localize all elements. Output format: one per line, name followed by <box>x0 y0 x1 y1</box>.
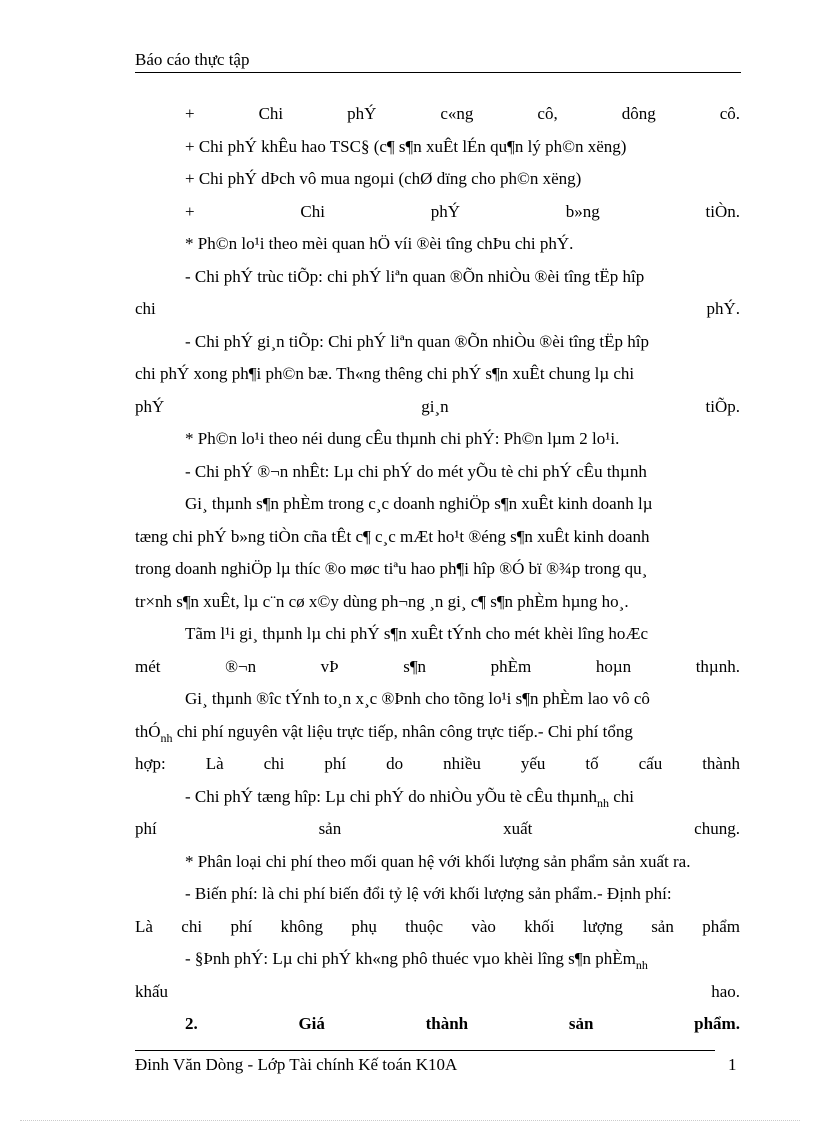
line-text: Gi¸ thµnh s¶n phÈm trong c¸c doanh nghiÖp s¶n xuÊt kinh doanh lµ <box>185 494 653 513</box>
word: sản <box>651 916 674 936</box>
body-line <box>135 911 740 944</box>
body-line <box>135 358 740 391</box>
word: phí <box>230 916 253 936</box>
body-line <box>135 976 740 1009</box>
body-line <box>135 488 740 521</box>
word: 2. <box>185 1014 198 1033</box>
body-line <box>135 683 740 716</box>
body-line <box>135 1008 740 1041</box>
word: phẩm <box>702 916 740 936</box>
page-edge <box>20 1120 800 1121</box>
line-text: + Chi phÝ khÊu hao TSC§ (c¶ s¶n xuÊt lÉn qu¶n lý ph©n xëng) <box>185 136 627 156</box>
body-line <box>135 716 740 749</box>
subscript-text: nh <box>635 958 648 972</box>
word: phụ <box>351 916 377 936</box>
line-text: tæng chi phÝ b»ng tiÒn cña tÊt c¶ c¸c mÆt ho¹t ®éng s¶n xuÊt kinh doanh <box>135 526 650 546</box>
line-text: - Biến phí: là chi phí biến đổi tỷ lệ với khối lượng sản phẩm.- Định phí: <box>185 884 672 903</box>
body-line <box>135 586 740 619</box>
word: nhiều <box>443 754 481 773</box>
word: hoµn <box>595 656 632 676</box>
word: mét <box>135 656 161 676</box>
body-line <box>135 261 740 294</box>
word: sản <box>318 819 342 838</box>
body-line <box>135 846 740 879</box>
word: vÞ <box>320 656 339 676</box>
body-line <box>135 748 740 781</box>
word: tiÒn. <box>705 201 740 221</box>
word: phẩm. <box>694 1014 740 1033</box>
body-line <box>135 651 740 684</box>
page-footer: Đinh Văn Dòng - Lớp Tài chính Kế toán K10A <box>135 1055 458 1074</box>
word: cô, <box>537 104 558 123</box>
body-line <box>135 618 740 651</box>
word: cô. <box>719 104 740 123</box>
word: thuộc <box>405 916 444 936</box>
page-number: 1 <box>728 1055 737 1074</box>
header-divider <box>135 72 741 73</box>
word: Là <box>135 916 153 936</box>
body-line <box>135 293 740 326</box>
word: phÝ <box>135 396 165 416</box>
line-text: trong doanh nghiÖp lµ thíc ®o møc tiªu hao ph¶i hîp ®Ó bï ®¾p trong qu¸ <box>135 559 648 578</box>
word: sản <box>568 1014 594 1033</box>
body-line <box>135 781 740 814</box>
body-line <box>135 228 740 261</box>
footer-divider <box>135 1050 715 1051</box>
word: chi <box>263 754 285 773</box>
body-line <box>135 326 740 359</box>
line-text: - Chi phÝ ®¬n nhÊt: Lµ chi phÝ do mét yÕu tè chi phÝ cÊu thµnh <box>185 461 647 481</box>
line-text: * Phân loại chi phí theo mối quan hệ với khối lượng sản phẩm sản xuất ra. <box>185 851 691 871</box>
word: lượng <box>582 916 623 936</box>
body-line <box>135 196 740 229</box>
word: do <box>386 754 404 773</box>
word: + <box>185 104 195 123</box>
word: khấu <box>135 981 169 1001</box>
word: hợp: <box>135 754 166 773</box>
word: tố <box>585 754 599 773</box>
word: phÝ <box>347 104 377 123</box>
word: cấu <box>638 754 663 773</box>
line-text: - Chi phÝ gi¸n tiÕp: Chi phÝ liªn quan ®Õn nhiÒu ®èi tîng tËp hîp <box>185 331 650 351</box>
word: thµnh. <box>695 656 740 676</box>
body-line <box>135 391 740 424</box>
line-text-rest: chi phí nguyên vật liệu trực tiếp, nhân công trực tiếp.- Chi phí tổng <box>172 721 633 741</box>
body-line <box>135 813 740 846</box>
word: khối <box>524 916 555 936</box>
line-text: chi phÝ xong ph¶i ph©n bæ. Th«ng thêng chi phÝ s¶n xuÊt chung lµ chi <box>135 364 635 383</box>
word: hao. <box>711 981 740 1001</box>
word: tiÕp. <box>705 396 740 416</box>
word: chi <box>181 916 203 936</box>
body-line <box>135 131 740 164</box>
document-body <box>135 98 740 1041</box>
word: Chi <box>300 201 325 221</box>
subscript-text: nh <box>596 795 609 810</box>
word: thành <box>425 1014 469 1033</box>
word: Giá <box>298 1014 325 1033</box>
body-line <box>135 553 740 586</box>
body-line <box>135 423 740 456</box>
word: yếu <box>520 754 546 773</box>
word: vào <box>471 916 496 936</box>
line-text: thÓ <box>135 721 161 741</box>
page-header: Báo cáo thực tập <box>135 50 250 69</box>
word: ®¬n <box>225 656 257 676</box>
line-text: * Ph©n lo¹i theo néi dung cÊu thµnh chi phÝ: Ph©n lµm 2 lo¹i. <box>185 429 620 448</box>
line-text: - §Þnh phÝ: Lµ chi phÝ kh«ng phô thuéc vµo khèi lîng s¶n phÈm <box>185 949 636 968</box>
word: dông <box>621 104 656 123</box>
body-line <box>135 878 740 911</box>
word: + <box>185 201 195 221</box>
body-line <box>135 943 740 976</box>
word: phÝ. <box>706 299 740 318</box>
line-text: - Chi phÝ tæng hîp: Lµ chi phÝ do nhiÒu yÕu tè cÊu thµnh <box>185 786 597 806</box>
line-text: * Ph©n lo¹i theo mèi quan hÖ víi ®èi tîng chÞu chi phÝ. <box>185 234 574 253</box>
word: Là <box>205 754 224 773</box>
subscript-text: nh <box>160 730 173 745</box>
word: s¶n <box>403 656 427 676</box>
word: phÝ <box>430 201 460 221</box>
word: thành <box>702 754 740 773</box>
word: b»ng <box>565 201 600 221</box>
line-text-rest: chi <box>608 786 635 806</box>
word: phÈm <box>490 656 532 676</box>
line-text: Gi¸ thµnh ®îc tÝnh to¸n x¸c ®Þnh cho tõng lo¹i s¶n phÈm lao vô cô <box>185 689 650 708</box>
line-text: Tãm l¹i gi¸ thµnh lµ chi phÝ s¶n xuÊt tÝnh cho mét khèi lîng hoÆc <box>185 624 649 643</box>
line-text: + Chi phÝ dÞch vô mua ngoµi (chØ dïng cho ph©n xëng) <box>185 169 582 188</box>
word: phí <box>324 754 347 773</box>
word: không <box>280 916 324 936</box>
word: gi¸n <box>421 396 449 416</box>
word: chi <box>135 299 156 318</box>
word: chung. <box>694 819 740 838</box>
line-text: tr×nh s¶n xuÊt, lµ c¨n cø x©y dùng ph¬ng ¸n gi¸ c¶ s¶n phÈm hµng ho¸. <box>135 591 629 611</box>
body-line <box>135 163 740 196</box>
word: phí <box>135 819 157 838</box>
word: xuất <box>503 819 533 838</box>
line-text: - Chi phÝ trùc tiÕp: chi phÝ liªn quan ®Õn nhiÒu ®èi tîng tËp hîp <box>185 266 645 286</box>
word: Chi <box>258 104 284 123</box>
body-line <box>135 456 740 489</box>
body-line <box>135 521 740 554</box>
body-line <box>135 98 740 131</box>
word: c«ng <box>440 104 474 123</box>
